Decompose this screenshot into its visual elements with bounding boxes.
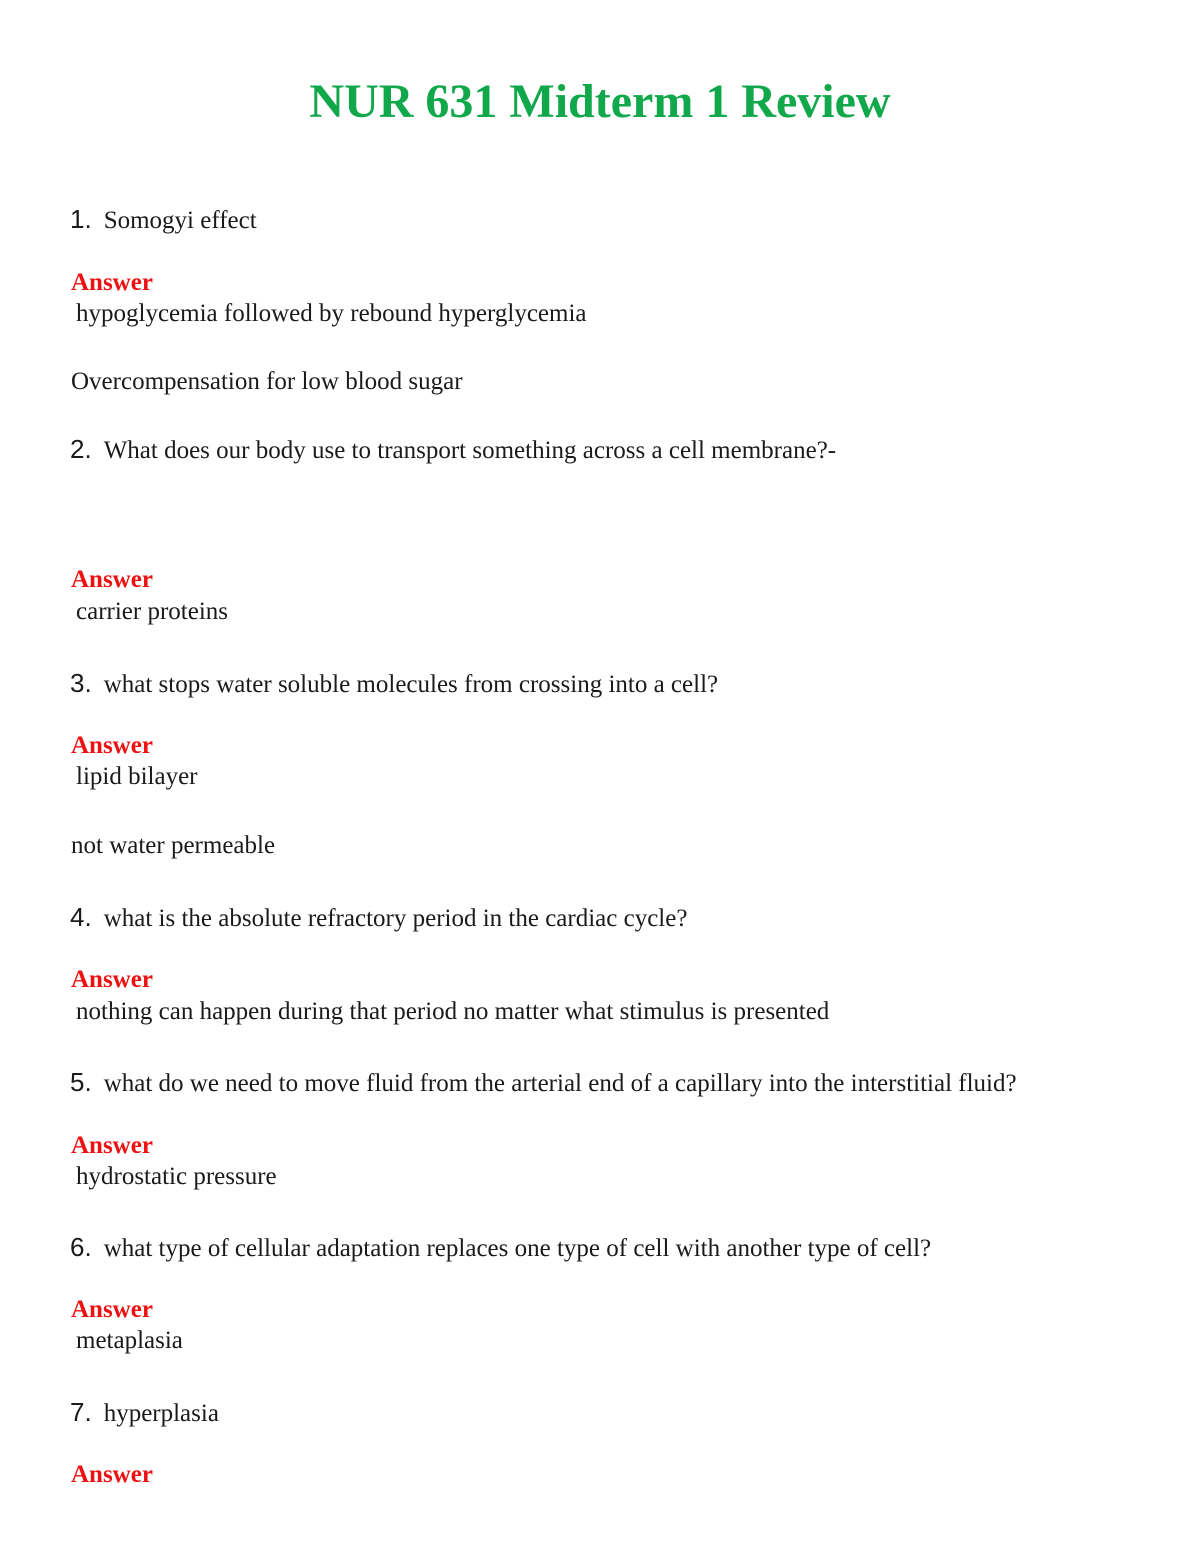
question-2 [70,434,836,466]
answer-label: Answer [71,566,153,593]
question-3 [70,668,718,700]
answer-note: not water permeable [71,832,276,859]
question-1 [70,204,257,236]
answer-text: carrier proteins [76,598,229,625]
question-text: what type of cellular adaptation replaces one type of cell with another type of cell? [103,1235,932,1262]
question-5 [70,1067,1017,1099]
answer-label: Answer [71,732,153,759]
question-number: 4. [70,902,92,932]
question-6 [70,1232,931,1264]
answer-label: Answer [71,1132,153,1159]
question-number: 3. [70,668,92,698]
answer-text: hydrostatic pressure [76,1163,277,1190]
question-number: 7. [70,1397,92,1427]
question-number: 5. [70,1067,92,1097]
answer-label: Answer [71,1296,153,1323]
question-4 [70,902,687,934]
page-title: NUR 631 Midterm 1 Review [309,75,891,128]
question-number: 6. [70,1232,92,1262]
question-text: What does our body use to transport something across a cell membrane?- [103,437,837,464]
question-7 [70,1397,219,1429]
answer-note: Overcompensation for low blood sugar [71,368,463,395]
answer-text: lipid bilayer [76,763,198,790]
question-text: what stops water soluble molecules from crossing into a cell? [103,671,719,698]
answer-text: nothing can happen during that period no matter what stimulus is presented [76,998,830,1025]
question-number: 2. [70,434,92,464]
question-text: hyperplasia [103,1400,219,1427]
answer-text: metaplasia [76,1327,183,1354]
answer-label: Answer [71,1461,153,1488]
answer-label: Answer [71,269,153,296]
question-text: Somogyi effect [103,207,257,234]
question-number: 1. [70,204,92,234]
answer-label: Answer [71,966,153,993]
answer-text: hypoglycemia followed by rebound hyperglycemia [76,300,587,327]
question-text: what is the absolute refractory period in the cardiac cycle? [103,905,688,932]
question-text: what do we need to move fluid from the arterial end of a capillary into the interstitial fluid? [103,1070,1017,1097]
